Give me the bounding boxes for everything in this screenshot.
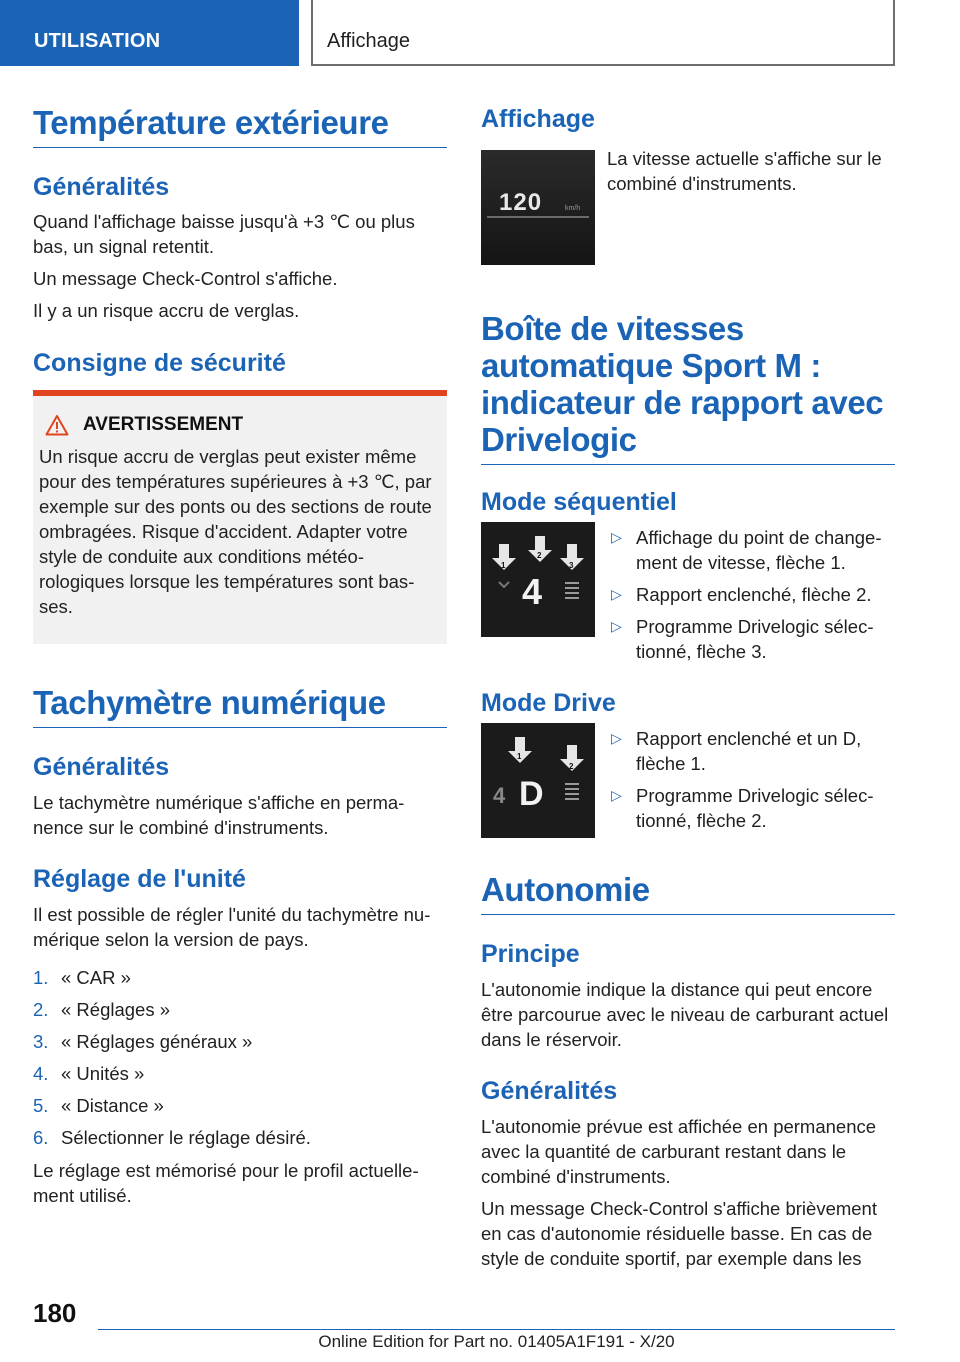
warning-triangle-icon — [45, 414, 69, 436]
footer-divider — [98, 1329, 895, 1330]
list-item: ▷ Affichage du point de changement de vitesse, flèche 1. — [611, 527, 882, 573]
sequential-mode-list — [609, 525, 895, 671]
page-number: 180 — [33, 1298, 77, 1328]
list-item: 4. « Unités » — [33, 1063, 145, 1084]
steps-list — [33, 965, 447, 1157]
paragraph-general-1c: Il y a un risque accru de verglas. — [33, 300, 300, 321]
svg-text:2: 2 — [537, 551, 542, 560]
list-item: ▷ Rapport enclenché et un D, flèche 1. — [611, 728, 862, 774]
paragraph-general-3b: Un message Check-Control s'affiche brièvement en cas d'autonomie résiduelle basse. En cas de style de conduite sportif, par exemple dans les — [481, 1198, 877, 1269]
paragraph-general-2: Le tachymètre numérique s'affiche en permanence sur le combiné d'instruments. — [33, 792, 405, 838]
list-item: 6. Sélectionner le réglage désiré. — [33, 1127, 311, 1148]
paragraph-general-1b: Un message Check-Control s'affiche. — [33, 268, 338, 289]
svg-text:3: 3 — [569, 561, 574, 570]
svg-text:2: 2 — [569, 762, 574, 771]
list-item: 1. « CAR » — [33, 967, 131, 988]
list-item: ▷ Rapport enclenché, flèche 2. — [611, 584, 872, 605]
warning-text: Un risque accru de verglas peut exister même pour des températures supérieures à +3 ℃, par exemple sur des ponts ou des sections de route ombragées. Risque d'accident. Adapter votre style de conduite aux conditions météorologiques lorsque les températures sont basses. — [39, 446, 432, 617]
bullet-triangle-icon: ▷ — [611, 529, 622, 545]
warning-box — [33, 396, 447, 644]
paragraph-unit-setting: Il est possible de régler l'unité du tachymètre numérique selon la version de pays. — [33, 904, 431, 950]
svg-text:1: 1 — [501, 561, 506, 570]
speed-unit: km/h — [565, 205, 581, 212]
heading-range: Autonomie — [481, 871, 895, 915]
bullet-triangle-icon: ▷ — [611, 730, 622, 746]
speed-display-image — [481, 150, 595, 265]
paragraph-display: La vitesse actuelle s'affiche sur le combiné d'instruments. — [607, 148, 882, 194]
svg-text:1: 1 — [517, 752, 522, 761]
bullet-triangle-icon: ▷ — [611, 618, 622, 634]
list-item: 3. « Réglages généraux » — [33, 1031, 253, 1052]
heading-gearbox: Boîte de vitesses automatique Sport M : indicateur de rapport avec Drivelogic — [481, 310, 895, 465]
heading-safety: Consigne de sécurité — [33, 349, 286, 377]
heading-sequential-mode: Mode séquentiel — [481, 488, 677, 516]
list-item: 5. « Distance » — [33, 1095, 164, 1116]
gear-indicator: D — [519, 775, 544, 813]
heading-unit-setting: Réglage de l'unité — [33, 865, 246, 893]
warning-title — [39, 414, 439, 436]
page-header — [0, 0, 960, 66]
gear-indicator: 4 — [522, 571, 543, 612]
heading-temperature: Température extérieure — [33, 104, 447, 148]
paragraph-principle: L'autonomie indique la distance qui peut encore être parcourue avec le niveau de carburant actuel dans le réservoir. — [481, 979, 889, 1050]
heading-display: Affichage — [481, 105, 595, 133]
warning-title-text: AVERTISSEMENT — [83, 414, 244, 435]
heading-drive-mode: Mode Drive — [481, 689, 616, 717]
speed-value: 120 — [499, 189, 543, 216]
heading-tachometer: Tachymètre numérique — [33, 684, 447, 728]
svg-text:4: 4 — [493, 783, 506, 808]
bullet-triangle-icon: ▷ — [611, 787, 622, 803]
list-item: ▷ Programme Drivelogic sélectionné, flèche 2. — [611, 785, 874, 831]
paragraph-saved: Le réglage est mémorisé pour le profil actuellement utilisé. — [33, 1160, 419, 1206]
footer-edition: Online Edition for Part no. 01405A1F191 - X/20 — [318, 1332, 675, 1351]
sequential-mode-image — [481, 522, 595, 637]
paragraph-general-3a: L'autonomie prévue est affichée en permanence avec la quantité de carburant restant dans le combiné d'instruments. — [481, 1116, 877, 1187]
bullet-triangle-icon: ▷ — [611, 586, 622, 602]
heading-general-2: Généralités — [33, 753, 170, 781]
topic-tab: Affichage — [311, 0, 895, 66]
heading-general-1: Généralités — [33, 173, 170, 201]
section-tab: UTILISATION — [0, 0, 299, 66]
list-item: 2. « Réglages » — [33, 999, 171, 1020]
drive-mode-image — [481, 723, 595, 838]
heading-principle: Principe — [481, 940, 580, 968]
paragraph-general-1a: Quand l'affichage baisse jusqu'à +3 ℃ ou plus bas, un signal retentit. — [33, 211, 415, 257]
drive-mode-list — [609, 726, 895, 840]
list-item: ▷ Programme Drivelogic sélectionné, flèche 3. — [611, 616, 874, 662]
heading-general-3: Généralités — [481, 1077, 618, 1105]
